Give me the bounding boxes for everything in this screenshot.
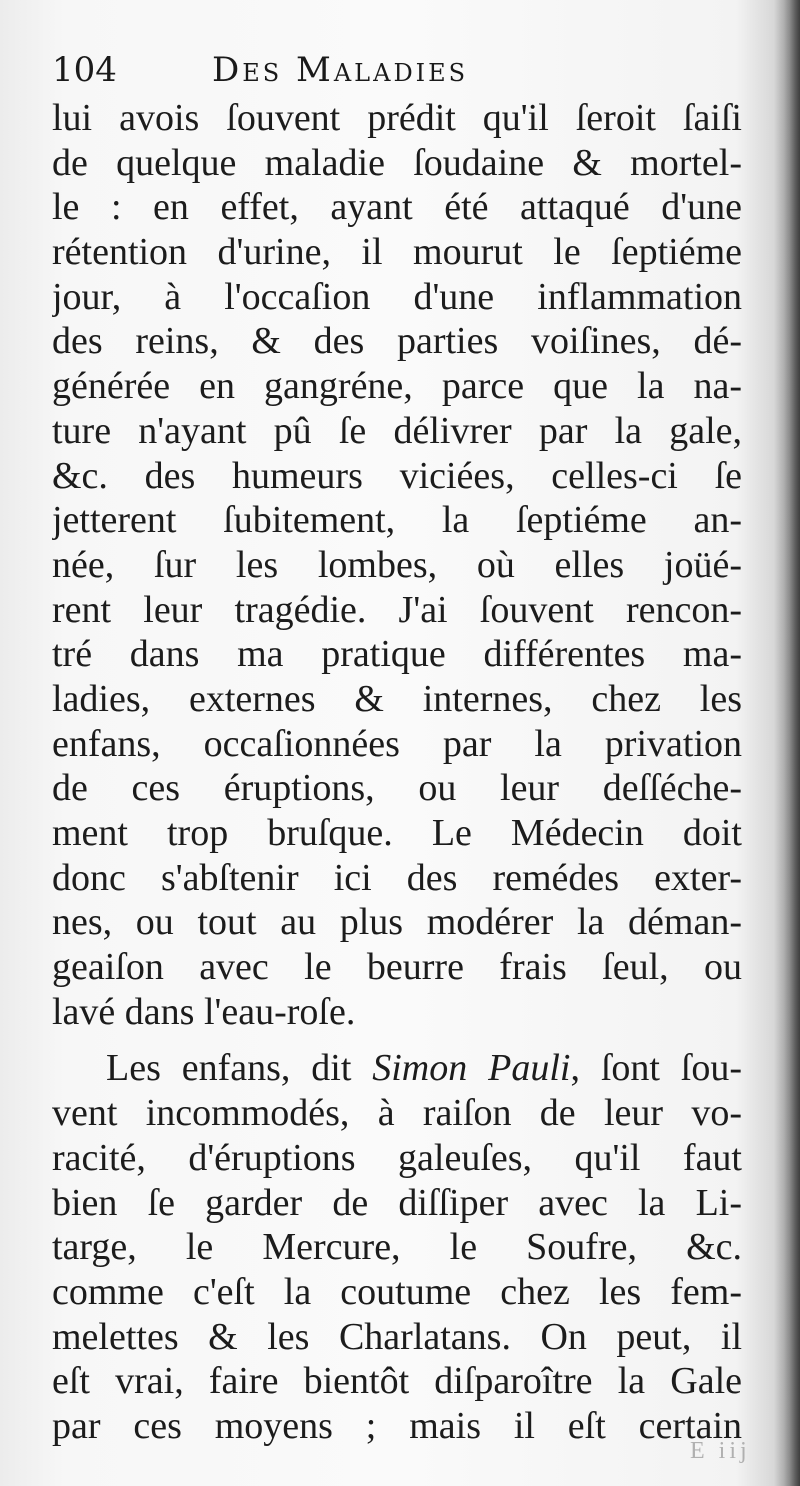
- text-line: née, ſur les lombes, où elles joüé-: [52, 543, 742, 586]
- text-line: bien ſe garder de diſſiper avec la Li-: [52, 1181, 742, 1224]
- text-line: rétention d'urine, il mourut le ſeptiéme: [52, 231, 742, 274]
- text-line-first: [52, 1046, 742, 1091]
- body-text: [52, 96, 742, 1449]
- text-run: Les enfans, dit: [106, 1047, 373, 1090]
- text-line: geaiſon avec le beurre frais ſeul, ou: [52, 946, 742, 989]
- text-line: donc s'abſtenir ici des remédes exter-: [52, 856, 742, 899]
- text-line: vent incommodés, à raiſon de leur vo-: [52, 1092, 742, 1135]
- paragraph-1: [52, 96, 742, 1034]
- text-line: ladies, externes & internes, chez les: [52, 677, 742, 720]
- text-line: nes, ou tout au plus modérer la déman-: [52, 901, 742, 944]
- text-line: enfans, occaſionnées par la privation: [52, 722, 742, 765]
- text-line: tré dans ma pratique différentes ma-: [52, 633, 742, 676]
- text-line: générée en gangréne, parce que la na-: [52, 365, 742, 408]
- text-line: &c. des humeurs viciées, celles-ci ſe: [52, 454, 742, 497]
- text-line: rent leur tragédie. J'ai ſouvent rencon-: [52, 588, 742, 631]
- text-run: , ſont ſou-: [570, 1047, 742, 1090]
- text-line: par ces moyens ; mais il eſt certain: [52, 1404, 742, 1447]
- page-gutter-shadow: [774, 0, 800, 1486]
- page-header: [52, 48, 752, 92]
- text-line: ment trop bruſque. Le Médecin doit: [52, 812, 742, 854]
- running-head: Des Maladies: [212, 50, 469, 90]
- text-line: targe, le Mercure, le Soufre, &c.: [52, 1226, 742, 1269]
- text-line: des reins, & des parties voiſines, dé-: [52, 320, 742, 363]
- text-line: racité, d'éruptions galeuſes, qu'il faut: [52, 1136, 742, 1179]
- text-line: lui avois ſouvent prédit qu'il ſeroit ſaiſi: [52, 97, 742, 139]
- text-line: le : en effet, ayant été attaqué d'une: [52, 186, 742, 229]
- page-number: 104: [52, 50, 117, 90]
- paragraph-2: [52, 1046, 742, 1448]
- text-line: melettes & les Charlatans. On peut, il: [52, 1315, 742, 1358]
- text-line: jetterent ſubitement, la ſeptiéme an-: [52, 499, 742, 542]
- text-line: comme c'eſt la coutume chez les fem-: [52, 1270, 742, 1313]
- text-line: eſt vrai, faire bientôt diſparoître la Gale: [52, 1360, 742, 1403]
- text-line: lavé dans l'eau-roſe.: [52, 990, 356, 1033]
- text-line: ture n'ayant pû ſe délivrer par la gale,: [52, 409, 742, 452]
- text-line: jour, à l'occaſion d'une inflammation: [52, 275, 742, 318]
- signature-mark: E iij: [690, 1438, 751, 1464]
- text-line: de quelque maladie ſoudaine & mortel-: [52, 141, 742, 184]
- text-line: de ces éruptions, ou leur deſſéche-: [52, 767, 742, 810]
- paragraph-gap: [52, 1034, 742, 1046]
- author-name: Simon Pauli: [372, 1047, 571, 1090]
